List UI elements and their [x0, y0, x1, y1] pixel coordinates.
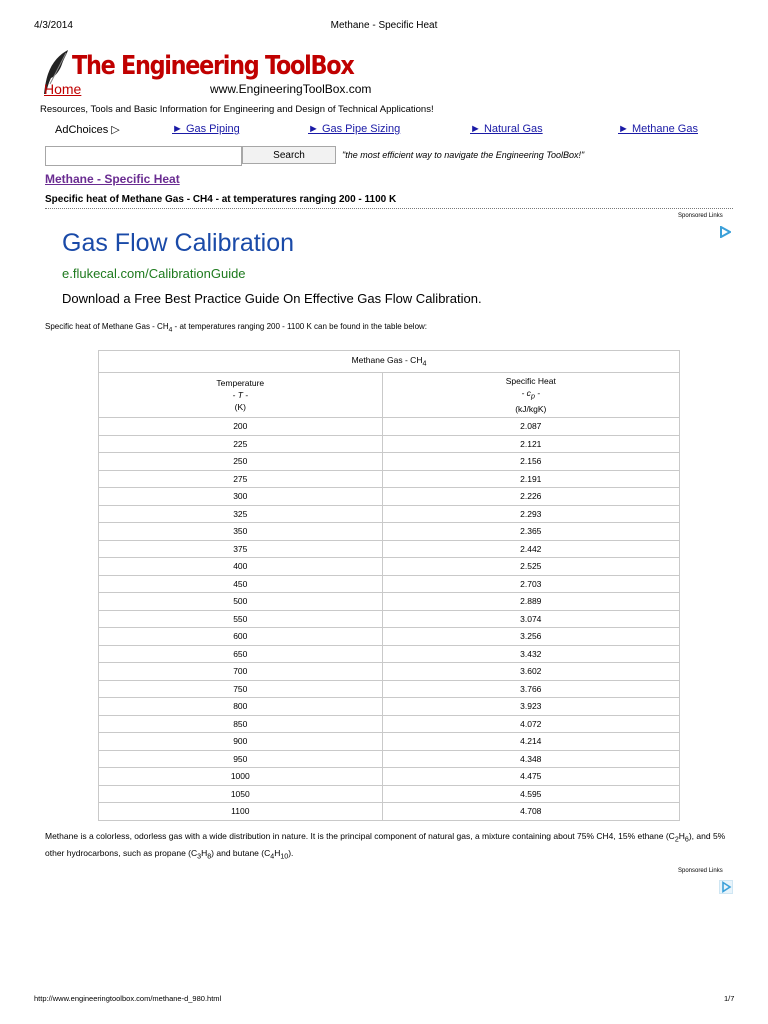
para-text: ), and 5% other hydrocarbons, such as propane (C: [45, 831, 726, 858]
para-subscript: 3: [197, 852, 202, 861]
temperature-cell: 1100: [99, 803, 383, 821]
para-text: H: [201, 847, 208, 858]
table-row: [99, 750, 680, 768]
column-header-specific-heat: [382, 373, 679, 418]
temperature-cell: 700: [99, 663, 383, 681]
temperature-cell: 1050: [99, 785, 383, 803]
intro-text-end: - at temperatures ranging 200 - 1100 K can be found in the table below:: [172, 322, 428, 331]
table-row: [99, 558, 680, 576]
table-row: [99, 540, 680, 558]
table-row: [99, 645, 680, 663]
footer-url: http://www.engineeringtoolbox.com/methane-d_980.html: [34, 994, 222, 1003]
specific-heat-cell: 3.923: [382, 698, 679, 716]
table-header-row: [99, 373, 680, 418]
para-subscript: 4: [270, 852, 275, 861]
specific-heat-cell: 4.348: [382, 750, 679, 768]
temperature-cell: 900: [99, 733, 383, 751]
table-row: [99, 698, 680, 716]
temperature-cell: 200: [99, 418, 383, 436]
column-header-specific-heat-unit: (kJ/kgK): [515, 403, 547, 414]
table-row: [99, 733, 680, 751]
adchoices-icon[interactable]: [719, 880, 733, 894]
specific-heat-cell: 4.214: [382, 733, 679, 751]
table-row: [99, 575, 680, 593]
cp-symbol-end: -: [534, 388, 541, 399]
intro-text: [45, 322, 427, 334]
temperature-cell: 250: [99, 453, 383, 471]
nav-link-natural-gas[interactable]: ► Natural Gas: [470, 123, 543, 135]
para-text: H: [678, 831, 685, 841]
temperature-cell: 325: [99, 505, 383, 523]
para-text: Methane is a colorless, odorless gas with a wide distribution in nature. It is the principal component of natural gas, a mixture containing about 75% CH4, 15% ethane (C: [45, 831, 675, 841]
column-header-temperature: [99, 373, 383, 418]
specific-heat-cell: 2.191: [382, 470, 679, 488]
ad-title[interactable]: Gas Flow Calibration: [62, 229, 295, 257]
column-header-specific-heat-name: Specific Heat: [505, 376, 556, 387]
specific-heat-cell: 4.072: [382, 715, 679, 733]
specific-heat-cell: 2.365: [382, 523, 679, 541]
table-caption-subscript: 4: [422, 359, 427, 368]
logo-text: The Engineering ToolBox: [72, 51, 354, 81]
para-text: ) and butane (C: [211, 847, 271, 858]
search-input[interactable]: [45, 146, 242, 166]
temperature-cell: 1000: [99, 768, 383, 786]
temperature-cell: 850: [99, 715, 383, 733]
table-row: [99, 785, 680, 803]
para-text: H: [274, 847, 281, 858]
nav-link-gas-pipe-sizing[interactable]: ► Gas Pipe Sizing: [308, 123, 401, 135]
temperature-cell: 800: [99, 698, 383, 716]
home-link[interactable]: Home: [44, 81, 82, 97]
table-row: [99, 803, 680, 821]
column-header-specific-heat-symbol: [383, 387, 679, 403]
table-caption: [99, 351, 680, 373]
table-row: [99, 453, 680, 471]
table-row: [99, 663, 680, 681]
temperature-cell: 950: [99, 750, 383, 768]
para-subscript: 2: [674, 835, 679, 844]
search-button[interactable]: Search: [242, 146, 336, 164]
table-row: [99, 680, 680, 698]
temperature-cell: 400: [99, 558, 383, 576]
temperature-cell: 300: [99, 488, 383, 506]
specific-heat-cell: 3.256: [382, 628, 679, 646]
divider: [45, 208, 733, 209]
cp-symbol-start: - c: [521, 388, 531, 399]
para-subscript: 6: [684, 835, 689, 844]
nav-link-gas-piping[interactable]: ► Gas Piping: [172, 123, 240, 135]
cp-subscript: p: [530, 392, 535, 401]
table-row: [99, 523, 680, 541]
specific-heat-cell: 3.074: [382, 610, 679, 628]
footer-page-number: 1/7: [724, 994, 735, 1003]
table-row: [99, 610, 680, 628]
temperature-cell: 275: [99, 470, 383, 488]
nav-link-methane-gas[interactable]: ► Methane Gas: [618, 123, 698, 135]
table-caption-text: Methane Gas - CH: [351, 355, 423, 366]
specific-heat-cell: 2.293: [382, 505, 679, 523]
column-header-temperature-name: Temperature: [216, 378, 265, 388]
ad-description: Download a Free Best Practice Guide On Effective Gas Flow Calibration.: [62, 291, 482, 306]
table-caption-row: [99, 351, 680, 373]
temperature-cell: 600: [99, 628, 383, 646]
table-row: [99, 488, 680, 506]
specific-heat-cell: 2.889: [382, 593, 679, 611]
table-row: [99, 505, 680, 523]
table-row: [99, 418, 680, 436]
specific-heat-cell: 4.475: [382, 768, 679, 786]
adchoices-label[interactable]: AdChoices ▷: [55, 124, 120, 136]
para-subscript: 10: [280, 852, 289, 861]
specific-heat-table: [98, 350, 680, 821]
specific-heat-cell: 3.432: [382, 645, 679, 663]
temperature-cell: 500: [99, 593, 383, 611]
search-hint: "the most efficient way to navigate the Engineering ToolBox!": [342, 150, 585, 160]
page-subtitle: Specific heat of Methane Gas - CH4 - at temperatures ranging 200 - 1100 K: [45, 194, 397, 205]
adchoices-icon[interactable]: [719, 226, 731, 238]
specific-heat-cell: 3.766: [382, 680, 679, 698]
para-text: ).: [288, 847, 294, 858]
table-row: [99, 768, 680, 786]
intro-subscript: 4: [168, 326, 173, 334]
table-row: [99, 628, 680, 646]
site-tagline: Resources, Tools and Basic Information for Engineering and Design of Technical Applications!: [40, 104, 434, 115]
specific-heat-cell: 2.703: [382, 575, 679, 593]
site-url: www.EngineeringToolBox.com: [210, 82, 372, 96]
specific-heat-cell: 2.525: [382, 558, 679, 576]
intro-text-start: Specific heat of Methane Gas - CH: [45, 322, 169, 331]
specific-heat-cell: 2.156: [382, 453, 679, 471]
specific-heat-cell: 2.442: [382, 540, 679, 558]
table-row: [99, 715, 680, 733]
para-subscript: 8: [207, 852, 212, 861]
table-row: [99, 593, 680, 611]
specific-heat-cell: 3.602: [382, 663, 679, 681]
temperature-cell: 750: [99, 680, 383, 698]
temperature-cell: 650: [99, 645, 383, 663]
page-title[interactable]: Methane - Specific Heat: [45, 172, 180, 186]
temperature-cell: 450: [99, 575, 383, 593]
temperature-cell: 225: [99, 435, 383, 453]
print-title: Methane - Specific Heat: [330, 20, 438, 31]
methane-description: [45, 830, 735, 863]
specific-heat-cell: 4.595: [382, 785, 679, 803]
ad-nav-bar: [55, 123, 715, 137]
sponsored-links-label: Sponsored Links: [678, 213, 723, 219]
specific-heat-cell: 2.226: [382, 488, 679, 506]
specific-heat-cell: 2.087: [382, 418, 679, 436]
table-row: [99, 470, 680, 488]
sponsored-links-label: Sponsored Links: [678, 868, 723, 874]
table-row: [99, 435, 680, 453]
column-header-temperature-unit: (K): [234, 402, 246, 412]
temperature-cell: 350: [99, 523, 383, 541]
temperature-cell: 375: [99, 540, 383, 558]
print-date: 4/3/2014: [34, 20, 73, 31]
ad-url[interactable]: e.flukecal.com/CalibrationGuide: [62, 266, 246, 281]
specific-heat-cell: 2.121: [382, 435, 679, 453]
column-header-temperature-symbol: - T -: [232, 390, 249, 400]
site-logo[interactable]: [38, 48, 372, 100]
specific-heat-cell: 4.708: [382, 803, 679, 821]
temperature-cell: 550: [99, 610, 383, 628]
